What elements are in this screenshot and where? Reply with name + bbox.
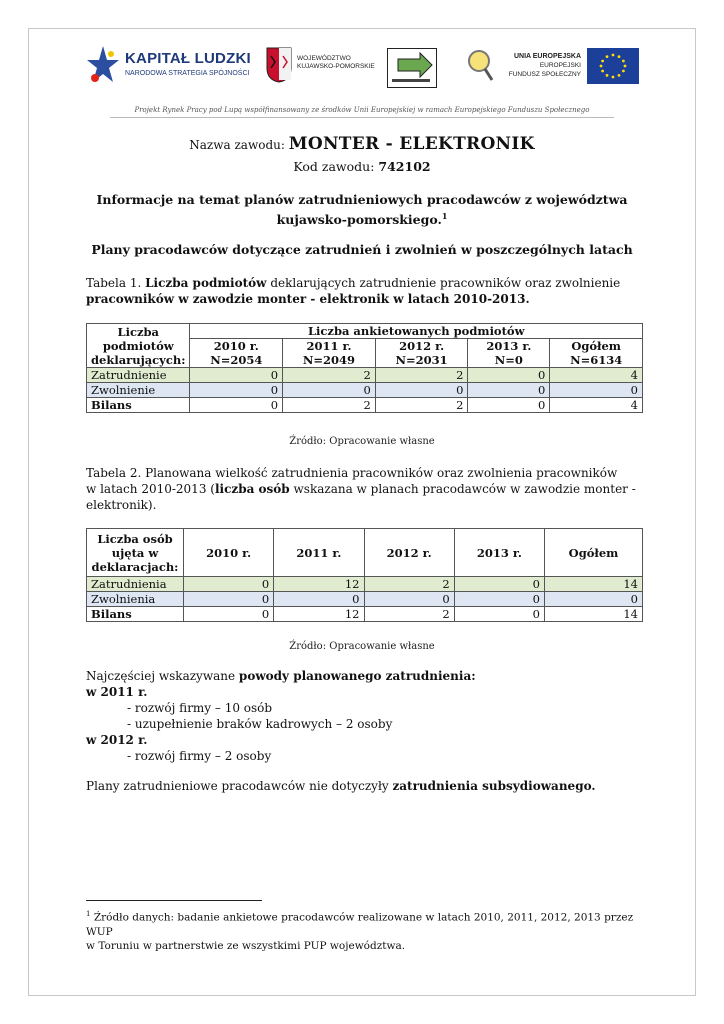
subsidized-note: Plany zatrudnieniowe pracodawców nie dotyczyły zatrudnienia subsydiowanego. <box>86 779 596 793</box>
table2-col-header: 2010 r. <box>184 529 274 577</box>
cell: 0 <box>190 398 283 413</box>
occupation-title <box>0 134 724 154</box>
footnote-ref: 1 <box>441 211 448 221</box>
cell: 0 <box>274 592 364 607</box>
table1-col-header: 2013 r. N=0 <box>468 339 550 368</box>
arrow-logo-icon <box>388 49 436 87</box>
cell: 0 <box>375 383 468 398</box>
project-funding-line: Projekt Rynek Pracy pod Lupą współfinansowany ze środków Unii Europejskiej w ramach Europejskiego Funduszu Społecznego <box>0 106 724 114</box>
cell: 0 <box>184 592 274 607</box>
table2-col-header: 2012 r. <box>364 529 454 577</box>
cell: 2 <box>283 368 376 383</box>
table2-source: Źródło: Opracowanie własne <box>289 641 435 652</box>
table1-col-header: Ogółem N=6134 <box>550 339 643 368</box>
eu-flag-icon <box>587 48 639 84</box>
cell: 0 <box>454 577 544 592</box>
reasons-year: w 2012 r. <box>86 733 148 747</box>
cell: 12 <box>274 577 364 592</box>
section-heading-line1: Informacje na temat planów zatrudnieniowych pracodawców z województwa <box>96 192 628 207</box>
table-row <box>87 607 643 622</box>
section-heading-line2: kujawsko-pomorskiego.$^1$ <box>276 211 448 228</box>
footnote: $^1$ Źródło danych: badanie ankietowe pracodawców realizowane w latach 2010, 2011, 2012, 2013 przez WUP w Toruniu w partnerstwie ze wszystkimi PUP województwa. <box>86 910 634 952</box>
rynek-pracy-pod-lupa-logo <box>387 48 437 88</box>
eu-line1: UNIA EUROPEJSKA <box>513 53 581 60</box>
cell: 2 <box>283 398 376 413</box>
cell: 0 <box>190 368 283 383</box>
list-item: - uzupełnienie braków kadrowych – 2 osoby <box>127 717 393 731</box>
kapital-ludzki-logo-icon <box>85 44 121 90</box>
table2-col-header: Ogółem <box>545 529 643 577</box>
cell: 0 <box>550 383 643 398</box>
cell: 2 <box>364 607 454 622</box>
voivodeship-coat-of-arms-icon <box>265 46 293 84</box>
cell: 4 <box>550 398 643 413</box>
occupation-code-value: 742102 <box>378 159 431 174</box>
cell: 0 <box>454 592 544 607</box>
table1-col-header: 2012 r. N=2031 <box>375 339 468 368</box>
cell: 2 <box>375 398 468 413</box>
table1 <box>86 323 643 413</box>
reasons-year: w 2011 r. <box>86 685 148 699</box>
table1-group-header: Liczba ankietowanych podmiotów <box>190 324 643 339</box>
cell: 0 <box>184 577 274 592</box>
cell: 0 <box>454 607 544 622</box>
footnote-divider <box>86 900 262 901</box>
cell: 14 <box>545 607 643 622</box>
cell: 12 <box>274 607 364 622</box>
table1-caption: Tabela 1. Liczba podmiotów deklarujących zatrudnienie pracowników oraz zwolnienie pracowników w zawodzie monter - elektronik w latach 2010-2013. <box>86 276 621 306</box>
cell: 0 <box>468 383 550 398</box>
table1-source: Źródło: Opracowanie własne <box>289 436 435 447</box>
table-row <box>87 577 643 592</box>
occupation-code <box>0 159 724 174</box>
table-row <box>87 383 643 398</box>
cell: 0 <box>283 383 376 398</box>
occupation-label: Nazwa zawodu: <box>189 138 285 152</box>
cell: 14 <box>545 577 643 592</box>
eu-label <box>505 52 581 79</box>
logo-bar <box>85 36 645 106</box>
subsection-heading: Plany pracodawców dotyczące zatrudnień i zwolnień w poszczególnych latach <box>91 242 633 257</box>
reasons-intro: Najczęściej wskazywane powody planowanego zatrudnienia: <box>86 669 476 683</box>
table2-caption: Tabela 2. Planowana wielkość zatrudnienia pracowników oraz zwolnienia pracowników w latach 2010-2013 (liczba osób wskazana w planach pracodawców w zawodzie monter - elektronik). <box>86 466 636 512</box>
magnifier-logo-icon <box>465 48 495 88</box>
voivodeship-line1: WOJEWÓDZTWO <box>297 55 351 62</box>
table1-corner-header: Liczba podmiotów deklarujących: <box>87 324 190 368</box>
occupation-name: MONTER - ELEKTRONIK <box>288 134 535 154</box>
cell: 0 <box>468 368 550 383</box>
cell: 0 <box>468 398 550 413</box>
kapital-ludzki-subtitle: NARODOWA STRATEGIA SPÓJNOŚCI <box>125 70 250 77</box>
cell: 4 <box>550 368 643 383</box>
eu-line3: FUNDUSZ SPOŁECZNY <box>508 71 581 78</box>
table1-col-header: 2011 r. N=2049 <box>283 339 376 368</box>
kapital-ludzki-title: KAPITAŁ LUDZKI <box>125 50 251 67</box>
hiring-reasons <box>86 668 646 764</box>
table2-col-header: 2013 r. <box>454 529 544 577</box>
cell: 0 <box>184 607 274 622</box>
table-row <box>87 368 643 383</box>
table2-corner-header: Liczba osób ujęta w deklaracjach: <box>87 529 184 577</box>
table2 <box>86 528 643 622</box>
table1-col-header: 2010 r. N=2054 <box>190 339 283 368</box>
list-item: - rozwój firmy – 2 osoby <box>127 749 272 763</box>
voivodeship-name <box>297 55 375 71</box>
eu-line2: EUROPEJSKI <box>539 62 581 69</box>
table-row <box>87 398 643 413</box>
row-label: Zwolnienie <box>87 383 190 398</box>
table-row <box>87 592 643 607</box>
row-label: Zatrudnienie <box>87 368 190 383</box>
row-label: Bilans <box>87 398 190 413</box>
cell: 0 <box>190 383 283 398</box>
cell: 2 <box>375 368 468 383</box>
row-label: Zatrudnienia <box>87 577 184 592</box>
voivodeship-line2: KUJAWSKO-POMORSKIE <box>297 63 375 70</box>
occupation-code-label: Kod zawodu: <box>293 159 375 174</box>
row-label: Zwolnienia <box>87 592 184 607</box>
row-label: Bilans <box>87 607 184 622</box>
cell: 2 <box>364 577 454 592</box>
list-item: - rozwój firmy – 10 osób <box>127 701 273 715</box>
section-heading <box>92 192 632 228</box>
table2-col-header: 2011 r. <box>274 529 364 577</box>
cell: 0 <box>545 592 643 607</box>
cell: 0 <box>364 592 454 607</box>
